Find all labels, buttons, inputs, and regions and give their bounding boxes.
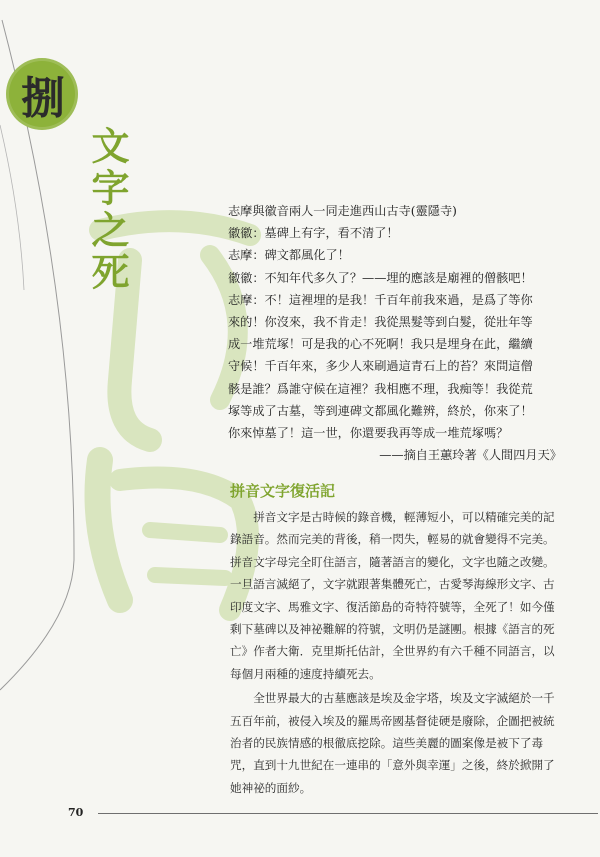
excerpt-line: 志摩：不！這裡埋的是我！千百年前我來過，是爲了等你 <box>228 292 533 307</box>
quoted-excerpt <box>228 200 562 466</box>
excerpt-line: 志摩與徽音兩人一同走進西山古寺(靈隱寺) <box>228 204 457 218</box>
section-heading: 拼音文字復活記 <box>230 482 336 500</box>
body-paragraph: 拼音文字是古時候的錄音機，輕薄短小，可以精確完美的記錄語音。然而完美的背後，稍一閃失，輕易的就會變得不完美。拼音文字母完全盯住語言，隨著語言的變化，文字也隨之改變。一旦語言滅絕了，文字就跟著集體死亡，古愛琴海線形文字、古印度文字、馬雅文字、復活節島的奇特符號等，全死了！如今僅剩下墓碑以及神祕難解的符號，文明仍是謎團。根據《語言的死亡》作者大衛．克里斯托估計，全世界約有六千種不同語言，以每個月兩種的速度持續死去。 <box>230 510 555 681</box>
excerpt-line: 成一堆荒塚！可是我的心不死啊！我只是埋身在此，繼續 <box>228 337 533 352</box>
excerpt-line: 徽徽：不知年代多久了？——埋的應該是廟裡的僧骸吧！ <box>228 270 533 285</box>
excerpt-line: 守候！千百年來，多少人來刷過這青石上的苔？來問這僧 <box>228 359 533 374</box>
chapter-number-glyph: 捌 <box>21 73 63 124</box>
footer-rule <box>98 813 598 814</box>
excerpt-line: 塚等成了古墓，等到連碑文都風化難辨，終於，你來了！ <box>228 403 533 418</box>
body-text <box>230 506 558 799</box>
body-paragraph: 全世界最大的古墓應該是埃及金字塔，埃及文字滅絕於一千五百年前，被侵入埃及的羅馬帝國基督徒硬是廢除，企圖把被統治者的民族情感的根徹底挖除。這些美麗的圖案像是被下了毒咒，直到十九世紀在一連串的「意外與幸運」之後，終於掀開了她神祕的面紗。 <box>230 691 555 795</box>
page-number: 70 <box>68 806 84 819</box>
excerpt-attribution: ——摘自王蕙玲著《人間四月天》 <box>379 448 562 463</box>
excerpt-line: 徽徽：墓碑上有字，看不清了！ <box>228 226 399 241</box>
excerpt-line: 骸是誰？爲誰守候在這裡？我相應不理，我痴等！我從荒 <box>228 381 533 396</box>
chapter-badge <box>6 58 78 130</box>
excerpt-line: 來的！你沒來，我不肯走！我從黑髮等到白髮，從壯年等 <box>228 315 533 330</box>
excerpt-line: 你來悼墓了！這一世，你還要我再等成一堆荒塚嗎？ <box>228 426 509 441</box>
article-title: 文字之死 <box>85 126 129 294</box>
excerpt-line: 志摩：碑文都風化了！ <box>228 248 350 263</box>
